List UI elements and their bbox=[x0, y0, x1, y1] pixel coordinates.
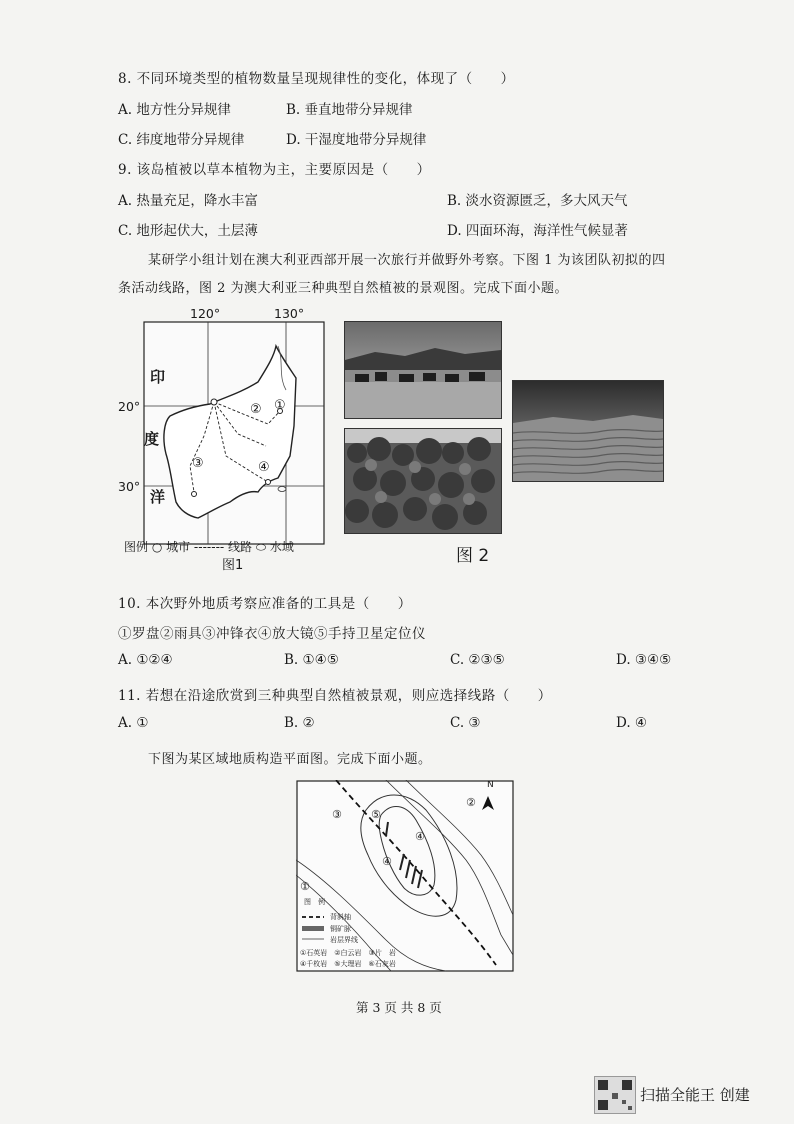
q9-stem: 9. 该岛植被以草本植物为主，主要原因是（ ） bbox=[118, 162, 431, 178]
q10-option-a: A. ①②④ bbox=[118, 652, 173, 668]
geo-zone-1: ① bbox=[300, 880, 310, 893]
geo-zone-4-inner: ④ bbox=[415, 830, 425, 843]
lon-130-label: 130° bbox=[274, 306, 305, 321]
geo-legend-anticline: 背斜轴 bbox=[330, 913, 351, 921]
q10-option-d: D. ③④⑤ bbox=[616, 652, 672, 668]
lon-120-label: 120° bbox=[190, 306, 221, 321]
desert-photo bbox=[512, 380, 664, 482]
savanna-photo bbox=[344, 321, 502, 419]
passage2: 下图为某区域地质构造平面图。完成下面小题。 bbox=[148, 752, 432, 767]
geo-zone-2: ② bbox=[466, 796, 476, 809]
q8-option-d: D. 干湿度地带分异规律 bbox=[286, 132, 427, 148]
geo-legend-rocks-2: ④千枚岩 ⑤大理岩 ⑥石灰岩 bbox=[300, 960, 396, 968]
geo-legend-rocks-1: ①石英岩 ②白云岩 ③片 岩 bbox=[300, 949, 396, 957]
q8-option-a: A. 地方性分异规律 bbox=[118, 102, 231, 118]
geo-legend-title: 图 例 bbox=[304, 898, 325, 906]
page-number: 第 3 页 共 8 页 bbox=[356, 1000, 442, 1015]
lat-30-label: 30° bbox=[118, 479, 141, 494]
route-3-label: ③ bbox=[192, 456, 204, 471]
route-2-label: ② bbox=[250, 402, 262, 417]
q10-option-c: C. ②③⑤ bbox=[450, 652, 505, 668]
q9-option-c: C. 地形起伏大，土层薄 bbox=[118, 223, 258, 239]
figure-2-title: 图 2 bbox=[456, 546, 490, 566]
geology-map bbox=[296, 780, 514, 972]
passage1-line1: 某研学小组计划在澳大利亚西部开展一次旅行并做野外考察。下图 1 为该团队初拟的四 bbox=[148, 253, 666, 268]
q11-stem: 11. 若想在沿途欣赏到三种典型自然植被景观，则应选择线路（ ） bbox=[118, 688, 552, 704]
ocean-label-1: 印 bbox=[150, 368, 166, 386]
route-1-label: ① bbox=[274, 398, 286, 413]
scanner-brand-text: 扫描全能王 创建 bbox=[640, 1086, 750, 1104]
forest-photo bbox=[344, 428, 502, 534]
q11-option-c: C. ③ bbox=[450, 715, 481, 731]
geology-map-svg bbox=[296, 780, 514, 972]
geo-legend-copper: 铜矿脉 bbox=[330, 925, 351, 933]
figure-1-legend: 图例 ○ 城市 ------- 线路 ⬭ 水域 bbox=[124, 540, 294, 554]
q9-option-d: D. 四面环海，海洋性气候显著 bbox=[447, 223, 628, 239]
passage1-line2: 条活动线路，图 2 为澳大利亚三种典型自然植被的景观图。完成下面小题。 bbox=[118, 281, 569, 296]
route-4-label: ④ bbox=[258, 460, 270, 475]
scanner-qr-logo bbox=[594, 1076, 636, 1114]
q9-option-b: B. 淡水资源匮乏，多大风天气 bbox=[447, 193, 628, 209]
q11-option-d: D. ④ bbox=[616, 715, 648, 731]
figure-1-title: 图1 bbox=[222, 558, 244, 573]
ocean-label-3: 洋 bbox=[150, 488, 166, 506]
figure-1-map bbox=[118, 306, 338, 571]
q11-option-a: A. ① bbox=[118, 715, 149, 731]
ocean-label-2: 度 bbox=[144, 430, 160, 448]
q8-option-b: B. 垂直地带分异规律 bbox=[286, 102, 413, 118]
geo-zone-4-outer: ④ bbox=[382, 855, 392, 868]
q11-option-b: B. ② bbox=[284, 715, 315, 731]
q10-option-b: B. ①④⑤ bbox=[284, 652, 339, 668]
north-arrow-label: N bbox=[487, 780, 494, 790]
q9-option-a: A. 热量充足，降水丰富 bbox=[118, 193, 258, 209]
q8-stem: 8. 不同环境类型的植物数量呈现规律性的变化，体现了（ ） bbox=[118, 71, 515, 87]
geo-zone-3: ③ bbox=[332, 808, 342, 821]
lat-20-label: 20° bbox=[118, 399, 141, 414]
q8-option-c: C. 纬度地带分异规律 bbox=[118, 132, 245, 148]
q10-items: ①罗盘②雨具③冲锋衣④放大镜⑤手持卫星定位仪 bbox=[118, 626, 426, 642]
q10-stem: 10. 本次野外地质考察应准备的工具是（ ） bbox=[118, 596, 412, 612]
geo-legend-boundary: 岩层界线 bbox=[330, 936, 358, 944]
geo-zone-5: ⑤ bbox=[371, 808, 381, 821]
